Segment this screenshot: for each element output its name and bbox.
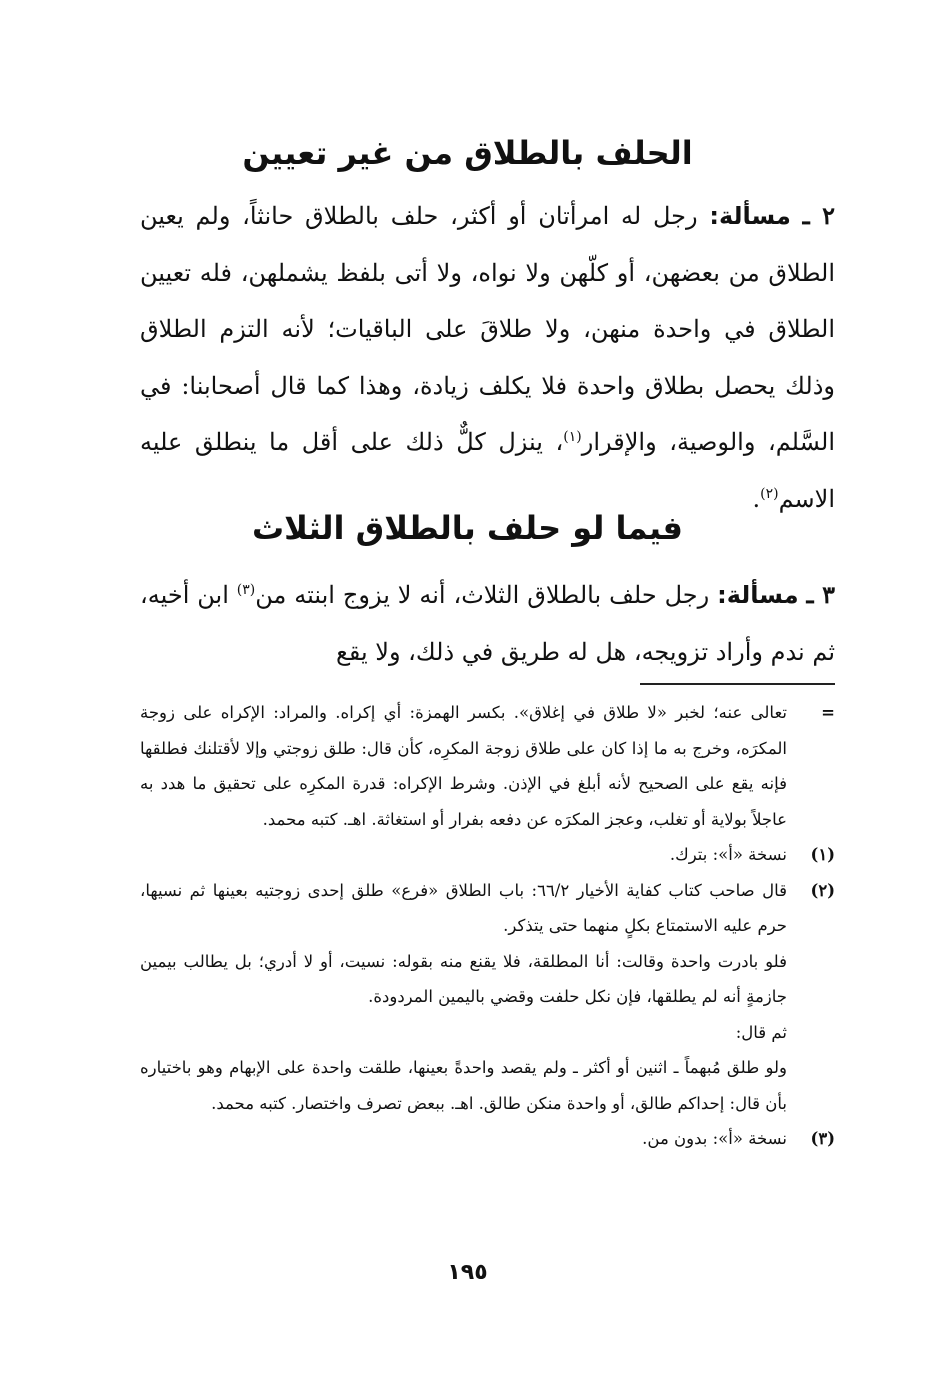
footnote-continuation bbox=[140, 1015, 835, 1051]
footnote-text: تعالى عنه؛ لخبر «لا طلاق في إغلاق». بكسر الهمزة: أي إكراه. والمراد: الإكراه على زوجة المكرَه، وخرج به ما إذا كان على طلاق زوجة المكرِه، كأن قال: طلق زوجتي وإلا لأقتلنك فطلقها فإنه يقع على الصحيح لأنه أبلغ في الإذن. وشرط الإكراه: قدرة المكرِه على تحقيق ما هدد به عاجلاً بولاية أو تغلب، وعجز المكرَه عن دفعه بفرار أو استغاثة. اهـ. كتبه محمد. bbox=[140, 703, 787, 829]
footnotes bbox=[140, 695, 835, 1157]
footnote-text: قال صاحب كتاب كفاية الأخيار ٦٦/٢: باب الطلاق «فرع» طلق إحدى زوجتيه بعينها ثم نسيها، حرم عليه الاستمتاع بكلٍ منهما حتى يتذكر. bbox=[140, 880, 787, 935]
page-number: ١٩٥ bbox=[447, 1260, 488, 1285]
footnote bbox=[140, 695, 835, 837]
issue-3-text-b: ابن أخيه، ثم ندم وأراد تزويجه، هل له طريق في ذلك، ولا يقع bbox=[140, 581, 835, 666]
section-heading-2: فيما لو حلف بالطلاق الثلاث bbox=[252, 509, 683, 547]
footnote-text: ثم قال: bbox=[735, 1022, 787, 1042]
footnote-text: نسخة «أ»: بدون من. bbox=[642, 1129, 787, 1148]
masala-label: مسألة: bbox=[717, 581, 799, 609]
footnote-text: نسخة «أ»: بترك. bbox=[669, 845, 787, 864]
section-heading-1: الحلف بالطلاق من غير تعيين bbox=[242, 134, 693, 172]
issue-2-text-a: رجل له امرأتان أو أكثر، حلف بالطلاق حانثاً، ولم يعين الطلاق من بعضهن، أو كلّهن ولا نواه، ولا أتى بلفظ يشملهن، فله تعيين الطلاق في واحدة منهن، ولا طلاقَ على الباقيات؛ لأنه التزم الطلاق وذلك يحصل بطلاق واحدة فلا يكلف زيادة، وهذا كما قال أصحابنا: في السَّلم، والوصية، والإقرار bbox=[140, 202, 836, 456]
issue-2-text-c: . bbox=[752, 484, 761, 513]
masala-label: مسألة: bbox=[709, 202, 791, 230]
footnote-mark: (٢) bbox=[810, 880, 835, 900]
footnote-text: ولو طلق مُبهماً ـ اثنين أو أكثر ـ ولم يقصد واحدةً بعينها، طلقت واحدة على الإبهام وهو باختياره بأن قال: إحداكم طالق، أو واحدة منكن طالق. اهـ. ببعض تصرف واختصار. كتبه محمد. bbox=[140, 1058, 787, 1113]
footnote-ref-3: (٣) bbox=[236, 582, 256, 598]
footnote-continuation bbox=[140, 1050, 835, 1121]
footnote-separator bbox=[640, 683, 835, 685]
footnote-continuation bbox=[140, 944, 835, 1015]
issue-3-paragraph bbox=[140, 567, 835, 680]
footnote bbox=[140, 837, 835, 873]
issue-3-text-a: رجل حلف بالطلاق الثلاث، أنه لا يزوج ابنته من bbox=[255, 581, 718, 609]
footnote-mark: = bbox=[821, 703, 835, 722]
footnote-ref-2: (٢) bbox=[760, 485, 779, 502]
issue-2-paragraph bbox=[140, 188, 835, 527]
footnote bbox=[140, 1121, 835, 1157]
footnote bbox=[140, 873, 835, 944]
issue-number: ٣ ـ bbox=[806, 580, 836, 609]
footnote-text: فلو بادرت واحدة وقالت: أنا المطلقة، فلا يقنع منه بقوله: نسيت، أو لا أدري؛ بل يطالب بيمين جازمةٍ أنه لم يطلقها، فإن نكل حلفت وقضي باليمين المردودة. bbox=[140, 951, 787, 1006]
footnote-mark: (٣) bbox=[810, 1129, 835, 1148]
issue-number: ٢ ـ bbox=[802, 201, 835, 230]
footnote-mark: (١) bbox=[810, 845, 835, 864]
issue-2-text-b: ، ينزل كلٌّ ذلك على أقل ما ينطلق عليه الاسم bbox=[140, 428, 835, 513]
footnote-ref-1: (١) bbox=[563, 429, 582, 445]
